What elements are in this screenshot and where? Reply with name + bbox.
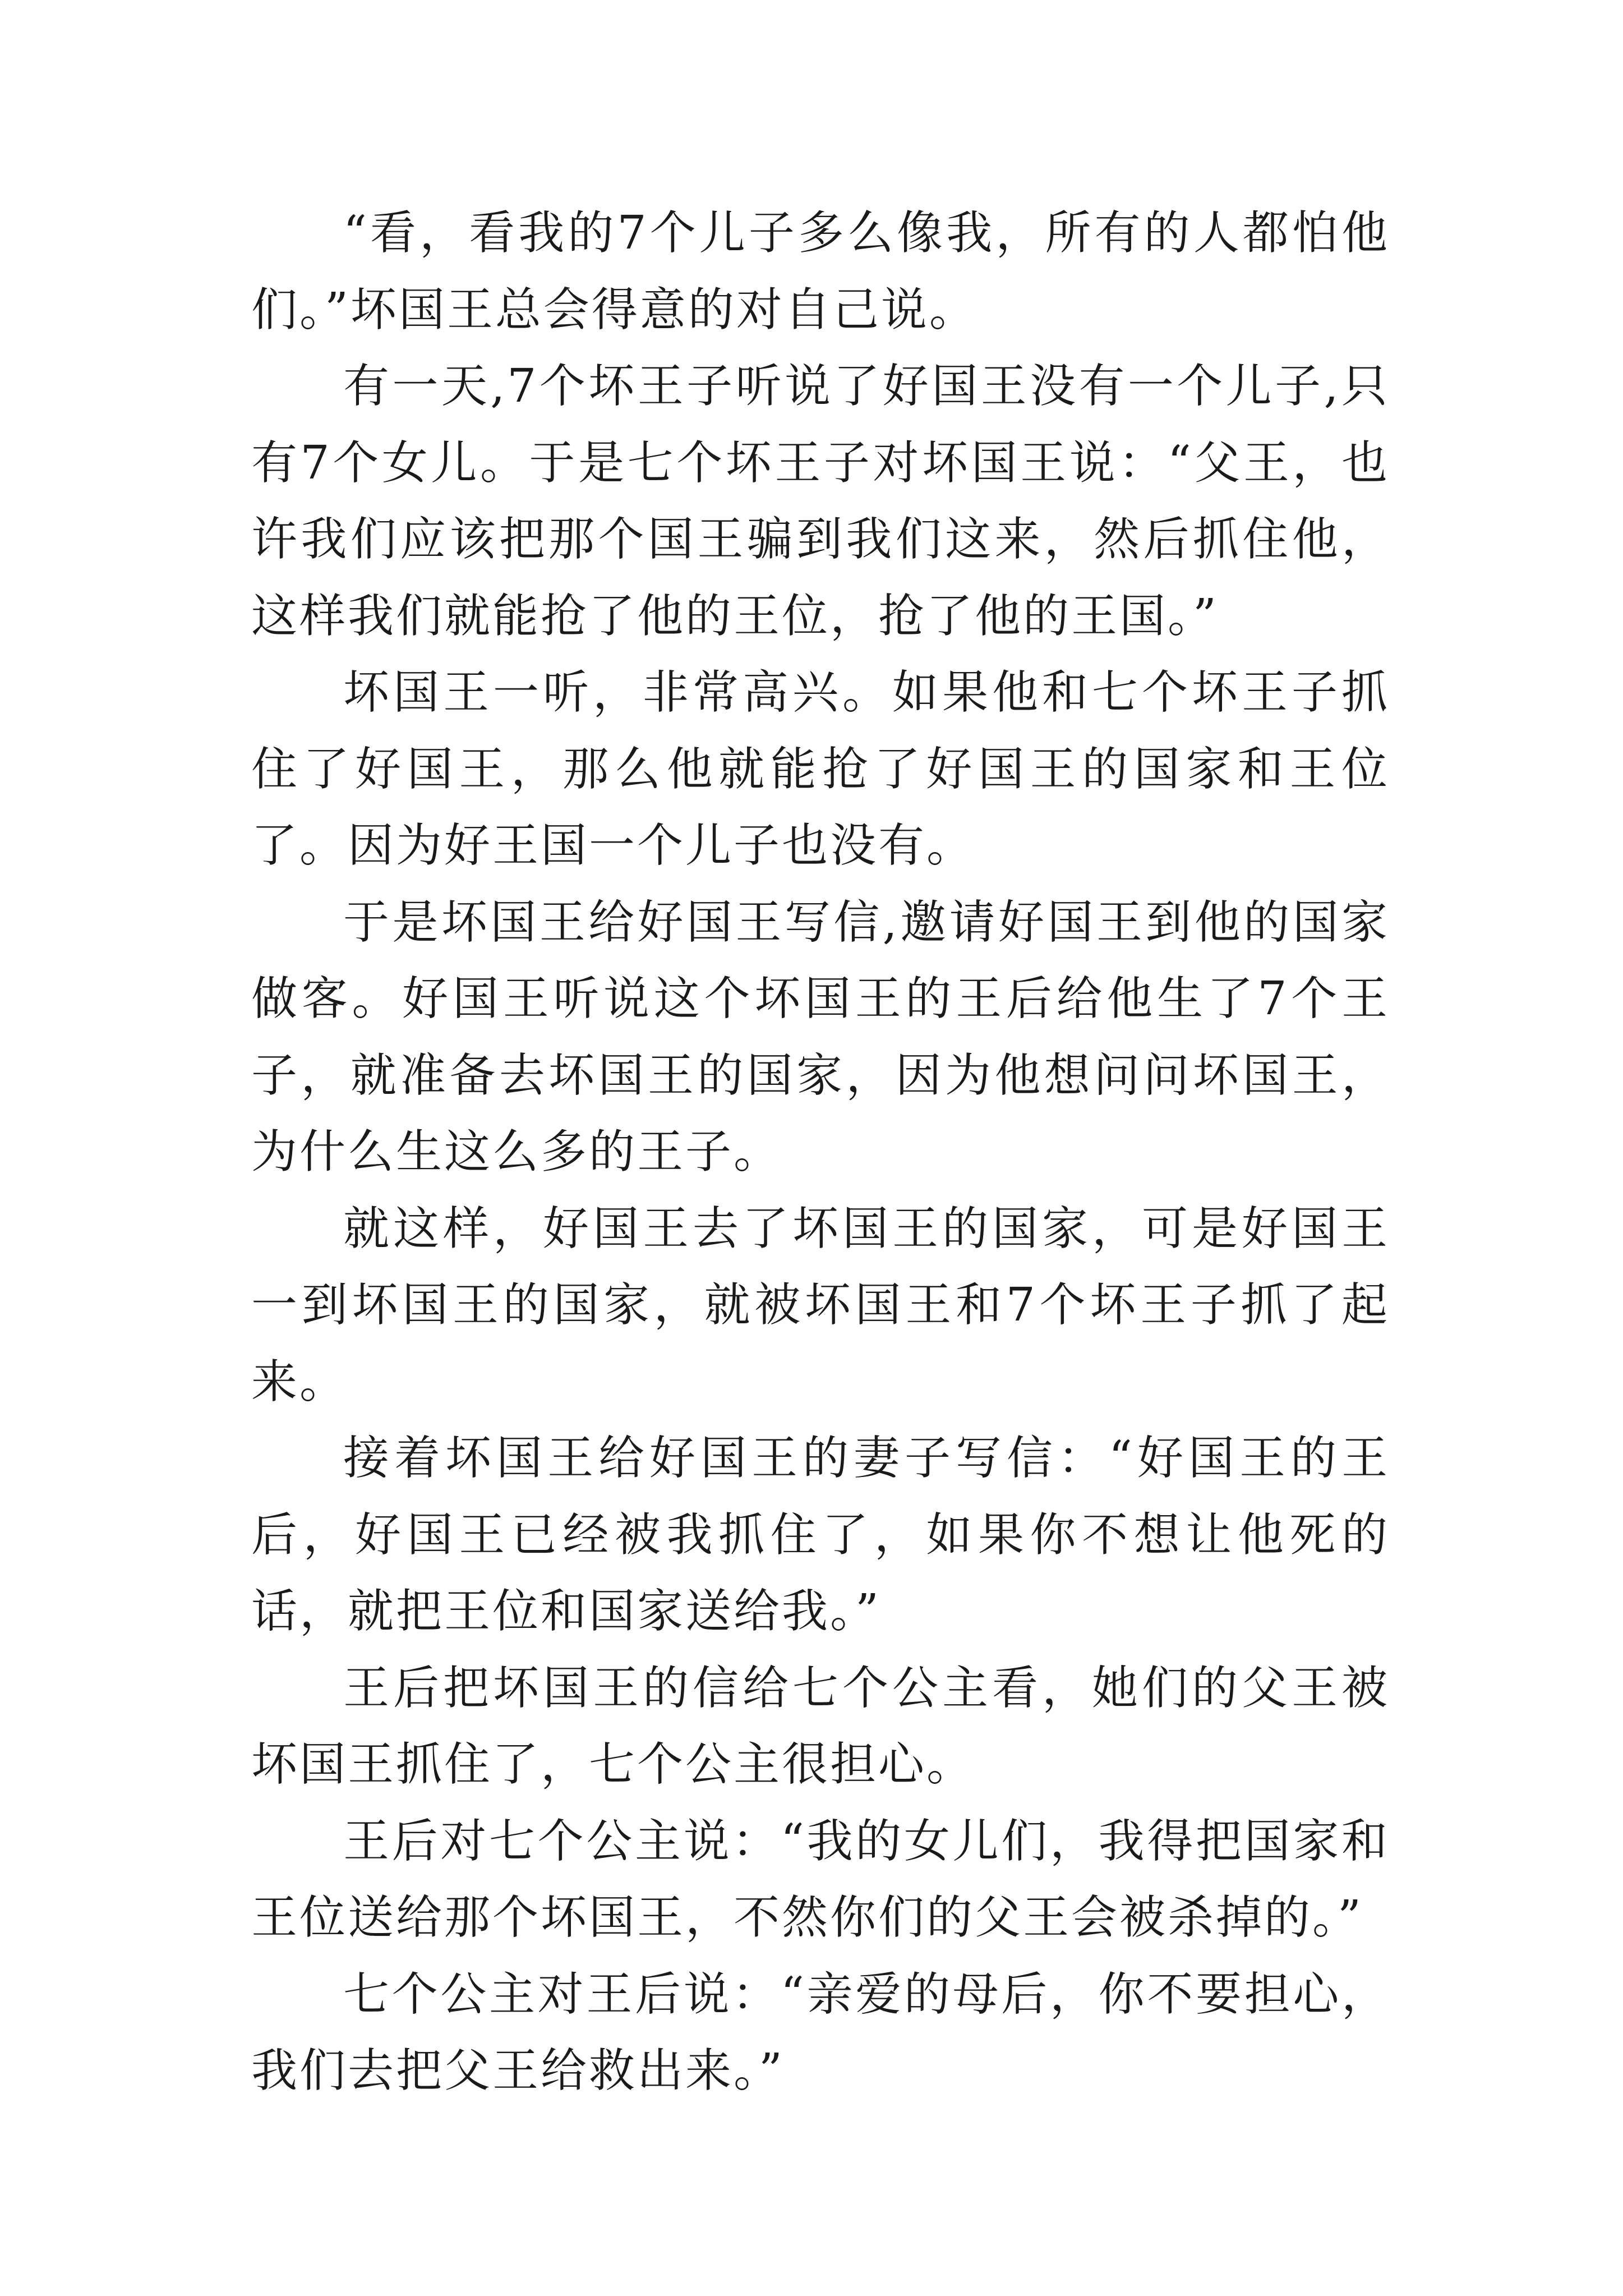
paragraph: 王后对七个公主说：“我的女儿们，我得把国家和王位送给那个坏国王，不然你们的父王会被杀掉的。” <box>251 1814 1390 1944</box>
paragraph: “看，看我的7个儿子多么像我，所有的人都怕他们。”坏国王总会得意的对自己说。 <box>251 206 1390 337</box>
paragraph: 王后把坏国王的信给七个公主看，她们的父王被坏国王抓住了，七个公主很担心。 <box>251 1661 1390 1791</box>
paragraph: 有一天,7个坏王子听说了好国王没有一个儿子,只有7个女儿。于是七个坏王子对坏国王说：“父王，也许我们应该把那个国王骗到我们这来，然后抓住他，这样我们就能抢了他的王位，抢了他的王国。” <box>251 360 1390 643</box>
paragraph: 七个公主对王后说：“亲爱的母后，你不要担心，我们去把父王给救出来。” <box>251 1967 1390 2097</box>
paragraph: 接着坏国王给好国王的妻子写信：“好国王的王后，好国王已经被我抓住了，如果你不想让他死的话，就把王位和国家送给我。” <box>251 1432 1390 1638</box>
paragraph: 于是坏国王给好国王写信,邀请好国王到他的国家做客。好国王听说这个坏国王的王后给他生了7个王子，就准备去坏国王的国家，因为他想问问坏国王，为什么生这么多的王子。 <box>251 895 1390 1179</box>
paragraph: 坏国王一听，非常高兴。如果他和七个坏王子抓住了好国王，那么他就能抢了好国王的国家和王位了。因为好王国一个儿子也没有。 <box>251 666 1390 872</box>
paragraph: 就这样，好国王去了坏国王的国家，可是好国王一到坏国王的国家，就被坏国王和7个坏王子抓了起来。 <box>251 1202 1390 1409</box>
body-text <box>251 195 1390 2110</box>
